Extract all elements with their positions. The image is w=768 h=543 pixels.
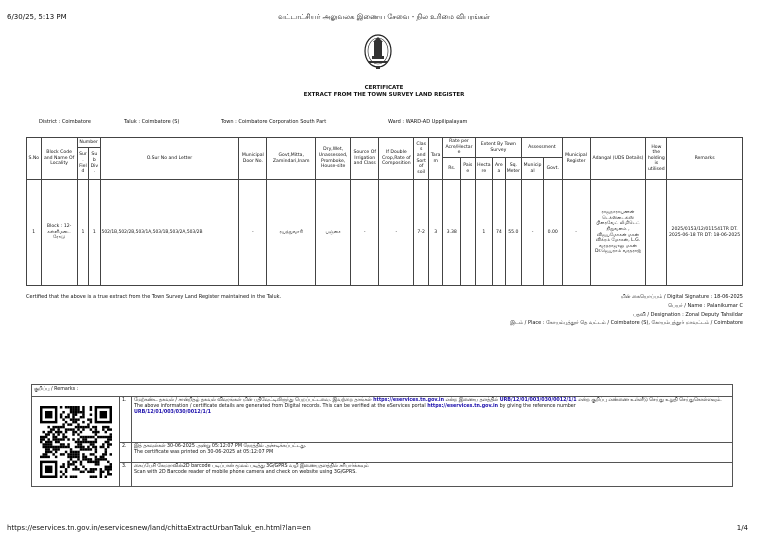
remark-num: 2. — [120, 443, 132, 463]
header-sur-field: Sur. Field — [77, 148, 88, 180]
header-sno: S.No — [27, 138, 42, 180]
header-sqmeter: Sq. Meter — [505, 158, 522, 180]
header-taram: Taram — [428, 138, 443, 180]
land-register-table — [26, 137, 743, 286]
header-paise: Paise — [461, 158, 476, 180]
cell-sqmeter: 55.0 — [505, 180, 522, 286]
header-assessment: Assessment — [522, 138, 562, 158]
cell-area: 74 — [493, 180, 505, 286]
cell-sur-field: 1 — [77, 180, 88, 286]
cell-hectare: 1 — [475, 180, 493, 286]
district-label: District : Coimbatore — [39, 119, 91, 125]
header-number: Number — [77, 138, 100, 148]
doc-subtitle: EXTRACT FROM THE TOWN SURVEY LAND REGISTER — [303, 92, 465, 98]
remark-num: 1. — [120, 397, 132, 443]
cell-rs: 3.38 — [443, 180, 461, 286]
remarks-label: குறிப்பு / Remarks : — [32, 385, 733, 397]
qr-code-icon — [40, 406, 112, 478]
cell-sub-div: 1 — [89, 180, 100, 286]
ward-label: Ward : WARD-AD Uppilipalayam — [388, 119, 468, 125]
reference-number: URB/12/01/003/030/0012/1/1 — [499, 398, 577, 403]
page-title: வட்டாட்சியர் அலுவலக இணைய சேவை - நில உரிமை விபரங்கள் — [278, 13, 490, 21]
remark-item-1: மேற்கண்ட தகவல் / சான்றிதழ் தகவல் விவரங்கள் மின் பதிவேட்டிலிருந்து பெறப்பட்டவை. இவற்றை தாங்கள் https://eservices.tn.gov.in என்ற இணைய தளத்தில் URB/12/01/003/030/0012/1/1 என்ற குறிப்பு எண்ணை உள்ளீடு செய்து உறுதி செய்துகொள்ளவும். The above information / certificate details are generated from Digital records. This can be verified at the eServices portal https://eservices.tn.gov.in by giving the reference number URB/12/01/003/030/0012/1/1 — [132, 397, 733, 443]
header-door: Municipal Door No. — [239, 138, 267, 180]
cell-double: - — [379, 180, 414, 286]
remark-item-3: கைப்பேசி கேமராவின்2D barcode படிப்பான் மூலம் படித்து 3G/GPRS வழி இணையதளத்தில் சரிபார்க்கவும் Scan with 2D Barcode reader of mobile phone camera and check on website using 3G/GPRS. — [132, 463, 733, 487]
certify-text: Certified that the above is a true extract from the Town Survey Land Register maintained in the Taluk. — [26, 294, 282, 300]
header-adangal: Adangal (UDS Details) — [590, 138, 646, 180]
town-label: Town : Coimbatore Corporation South Part — [221, 119, 327, 125]
header-govt: Govt,Mitta, Zamindari,Inam — [267, 138, 316, 180]
signatory-designation: பதவி / Designation : Zonal Deputy Tahsildar — [633, 312, 743, 318]
header-municipal: Municipal — [522, 158, 544, 180]
cell-adangal: ராஜநாராயணன் டெக்ஸ்டைல்ஸ் பிரைவேட் லிமிடெட் நிறுவனம் , விஜயமோகன் மகன் விக்ரம் மோகன், L.G. வரதராஜுலு மகன் Dr.ஜெயராம் வரதராஜ் — [590, 180, 646, 286]
print-datetime: 6/30/25, 5:13 PM — [7, 13, 67, 21]
cell-sno: 1 — [27, 180, 42, 286]
header-mun-register: Municipal Register — [562, 138, 590, 180]
cell-osur: 502/1B,502/2B,503/1A,503/1B,503/2A,503/2B — [100, 180, 239, 286]
eservices-link-en[interactable]: https://eservices.tn.gov.in — [427, 404, 499, 410]
header-block: Block Code and Name Of Locality — [41, 138, 77, 180]
table-row — [27, 180, 743, 286]
cell-govt-assess: 0.00 — [543, 180, 562, 286]
taluk-label: Taluk : Coimbatore (S) — [124, 119, 180, 125]
signatory-name: பெயர் / Name : Palanikumar C — [668, 303, 743, 309]
cell-mun-register: - — [562, 180, 590, 286]
eservices-link[interactable]: https://eservices.tn.gov.in — [373, 398, 444, 403]
cell-remarks: 2025/0153/12/011541TR DT. 2025-06-18 TR DT: 18-06-2025 — [667, 180, 743, 286]
header-extent: Extent By Town Survey — [475, 138, 522, 158]
header-area: Area — [493, 158, 505, 180]
cell-paise — [461, 180, 476, 286]
cell-dry: பஞ்சை — [316, 180, 351, 286]
cell-taram: 3 — [428, 180, 443, 286]
digital-signature: மின் கையொப்பம் / Digital Signature : 18-06-2025 — [620, 294, 743, 300]
cell-municipal: - — [522, 180, 544, 286]
cell-block: Block : 12-கள்ளிமடை ரோடு — [41, 180, 77, 286]
header-source: Source Of Irrigation and Class — [351, 138, 379, 180]
cell-govt: ரயத்துவாரி — [267, 180, 316, 286]
remarks-table — [31, 384, 733, 487]
header-double: If Double Crop,Rate of Composition — [379, 138, 414, 180]
header-rate: Rate per Acre/Hectare — [443, 138, 475, 158]
cell-class-sort: 7-2 — [414, 180, 429, 286]
cell-door: - — [239, 180, 267, 286]
qr-cell — [32, 397, 120, 487]
header-sub-div: Sub Div. — [89, 148, 100, 180]
header-class-sort: Class and Sort of soil — [414, 138, 429, 180]
cell-source: - — [351, 180, 379, 286]
header-osur: O.Sur No and Letter — [100, 138, 239, 180]
page-url[interactable]: https://eservices.tn.gov.in/eservicesnew/land/chittaExtractUrbanTaluk_en.html?lan=en — [7, 524, 311, 532]
header-rs: Rs. — [443, 158, 461, 180]
header-remarks: Remarks — [667, 138, 743, 180]
header-holding: How the holding is utilised — [646, 138, 667, 180]
header-govt-assess: Govt. — [543, 158, 562, 180]
remark-num: 3. — [120, 463, 132, 487]
doc-title: CERTIFICATE — [364, 85, 404, 91]
remark-item-2: இத் தகவல்கள் 30-06-2025 அன்று 05:12:07 PM நேரத்தில் அச்சடிக்கப்பட்டது. The certificate was printed on 30-06-2025 at 05:12:07 PM — [132, 443, 733, 463]
header-dry: Dry,Wet, Unassessed, Promboke, House-site — [316, 138, 351, 180]
reference-number-en: URB/12/01/003/030/0012/1/1 — [134, 410, 211, 416]
page-number: 1/4 — [736, 524, 748, 532]
signatory-place: இடம் / Place : கோயம்புத்தூர் தெ வட்டம் / Coimbatore (S), கோயம்புத்தூர் மாவட்டம் / Coimbatore — [510, 320, 743, 326]
tamilnadu-emblem-icon — [363, 33, 393, 71]
header-hectare: Hectare — [475, 158, 493, 180]
cell-holding — [646, 180, 667, 286]
